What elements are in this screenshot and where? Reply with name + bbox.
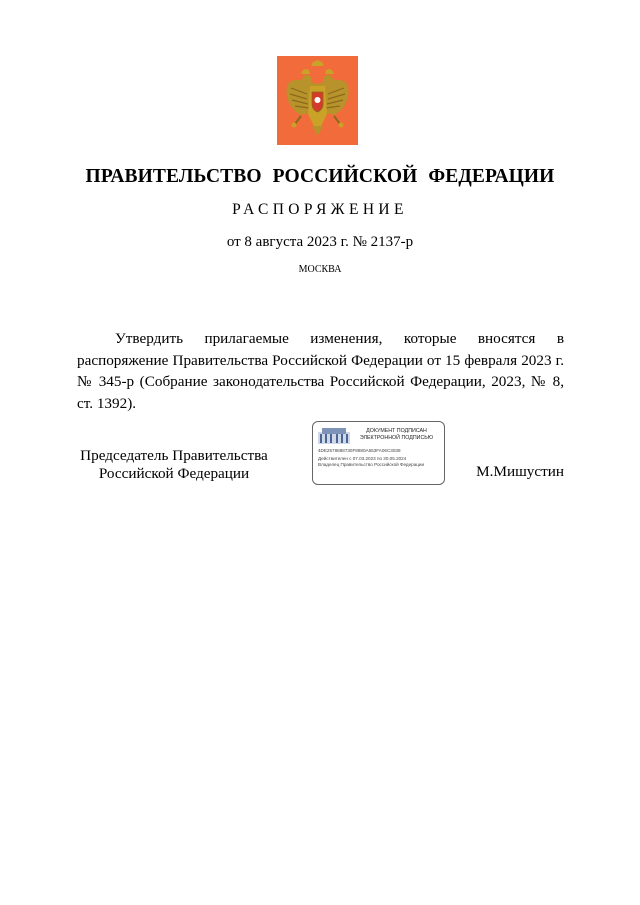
document-city: МОСКВА (298, 264, 342, 275)
signer-title (77, 447, 271, 483)
signer-name: М.Мишустин (476, 463, 564, 480)
document-date-number: от 8 августа 2023 г. № 2137-р (226, 234, 414, 250)
stamp-owner: Владелец Правительство Российской Федерации (318, 462, 425, 467)
stamp-validity: Действителен с 07.03.2023 по 30.05.2024 (318, 456, 407, 461)
order-body-text: Утвердить прилагаемые изменения, которые вносятся в распоряжение Правительства Российской Федерации от 15 февраля 2023 г. № 345-р (Собрание законодательства Российской Федерации, 2023, № 8, ст. 1392). (77, 330, 564, 412)
stamp-heading-line-2: ЭЛЕКТРОННОЙ ПОДПИСЬЮ (359, 434, 434, 441)
stamp-certificate: 4DE2578888730F8880A653FA06C3038 (318, 448, 401, 453)
electronic-signature-stamp (312, 421, 445, 485)
government-building-icon (318, 428, 350, 444)
organization-title: ПРАВИТЕЛЬСТВО РОССИЙСКОЙ ФЕДЕРАЦИИ (85, 166, 555, 187)
signer-title-line-1: Председатель Правительства (80, 447, 268, 464)
stamp-heading-line-1: ДОКУМЕНТ ПОДПИСАН (366, 428, 427, 434)
double-headed-eagle-icon (277, 56, 358, 145)
document-type: РАСПОРЯЖЕНИЕ (232, 201, 408, 218)
stamp-heading (353, 428, 440, 441)
coat-of-arms-icon (277, 56, 358, 145)
signer-title-line-2: Российской Федерации (98, 465, 250, 482)
